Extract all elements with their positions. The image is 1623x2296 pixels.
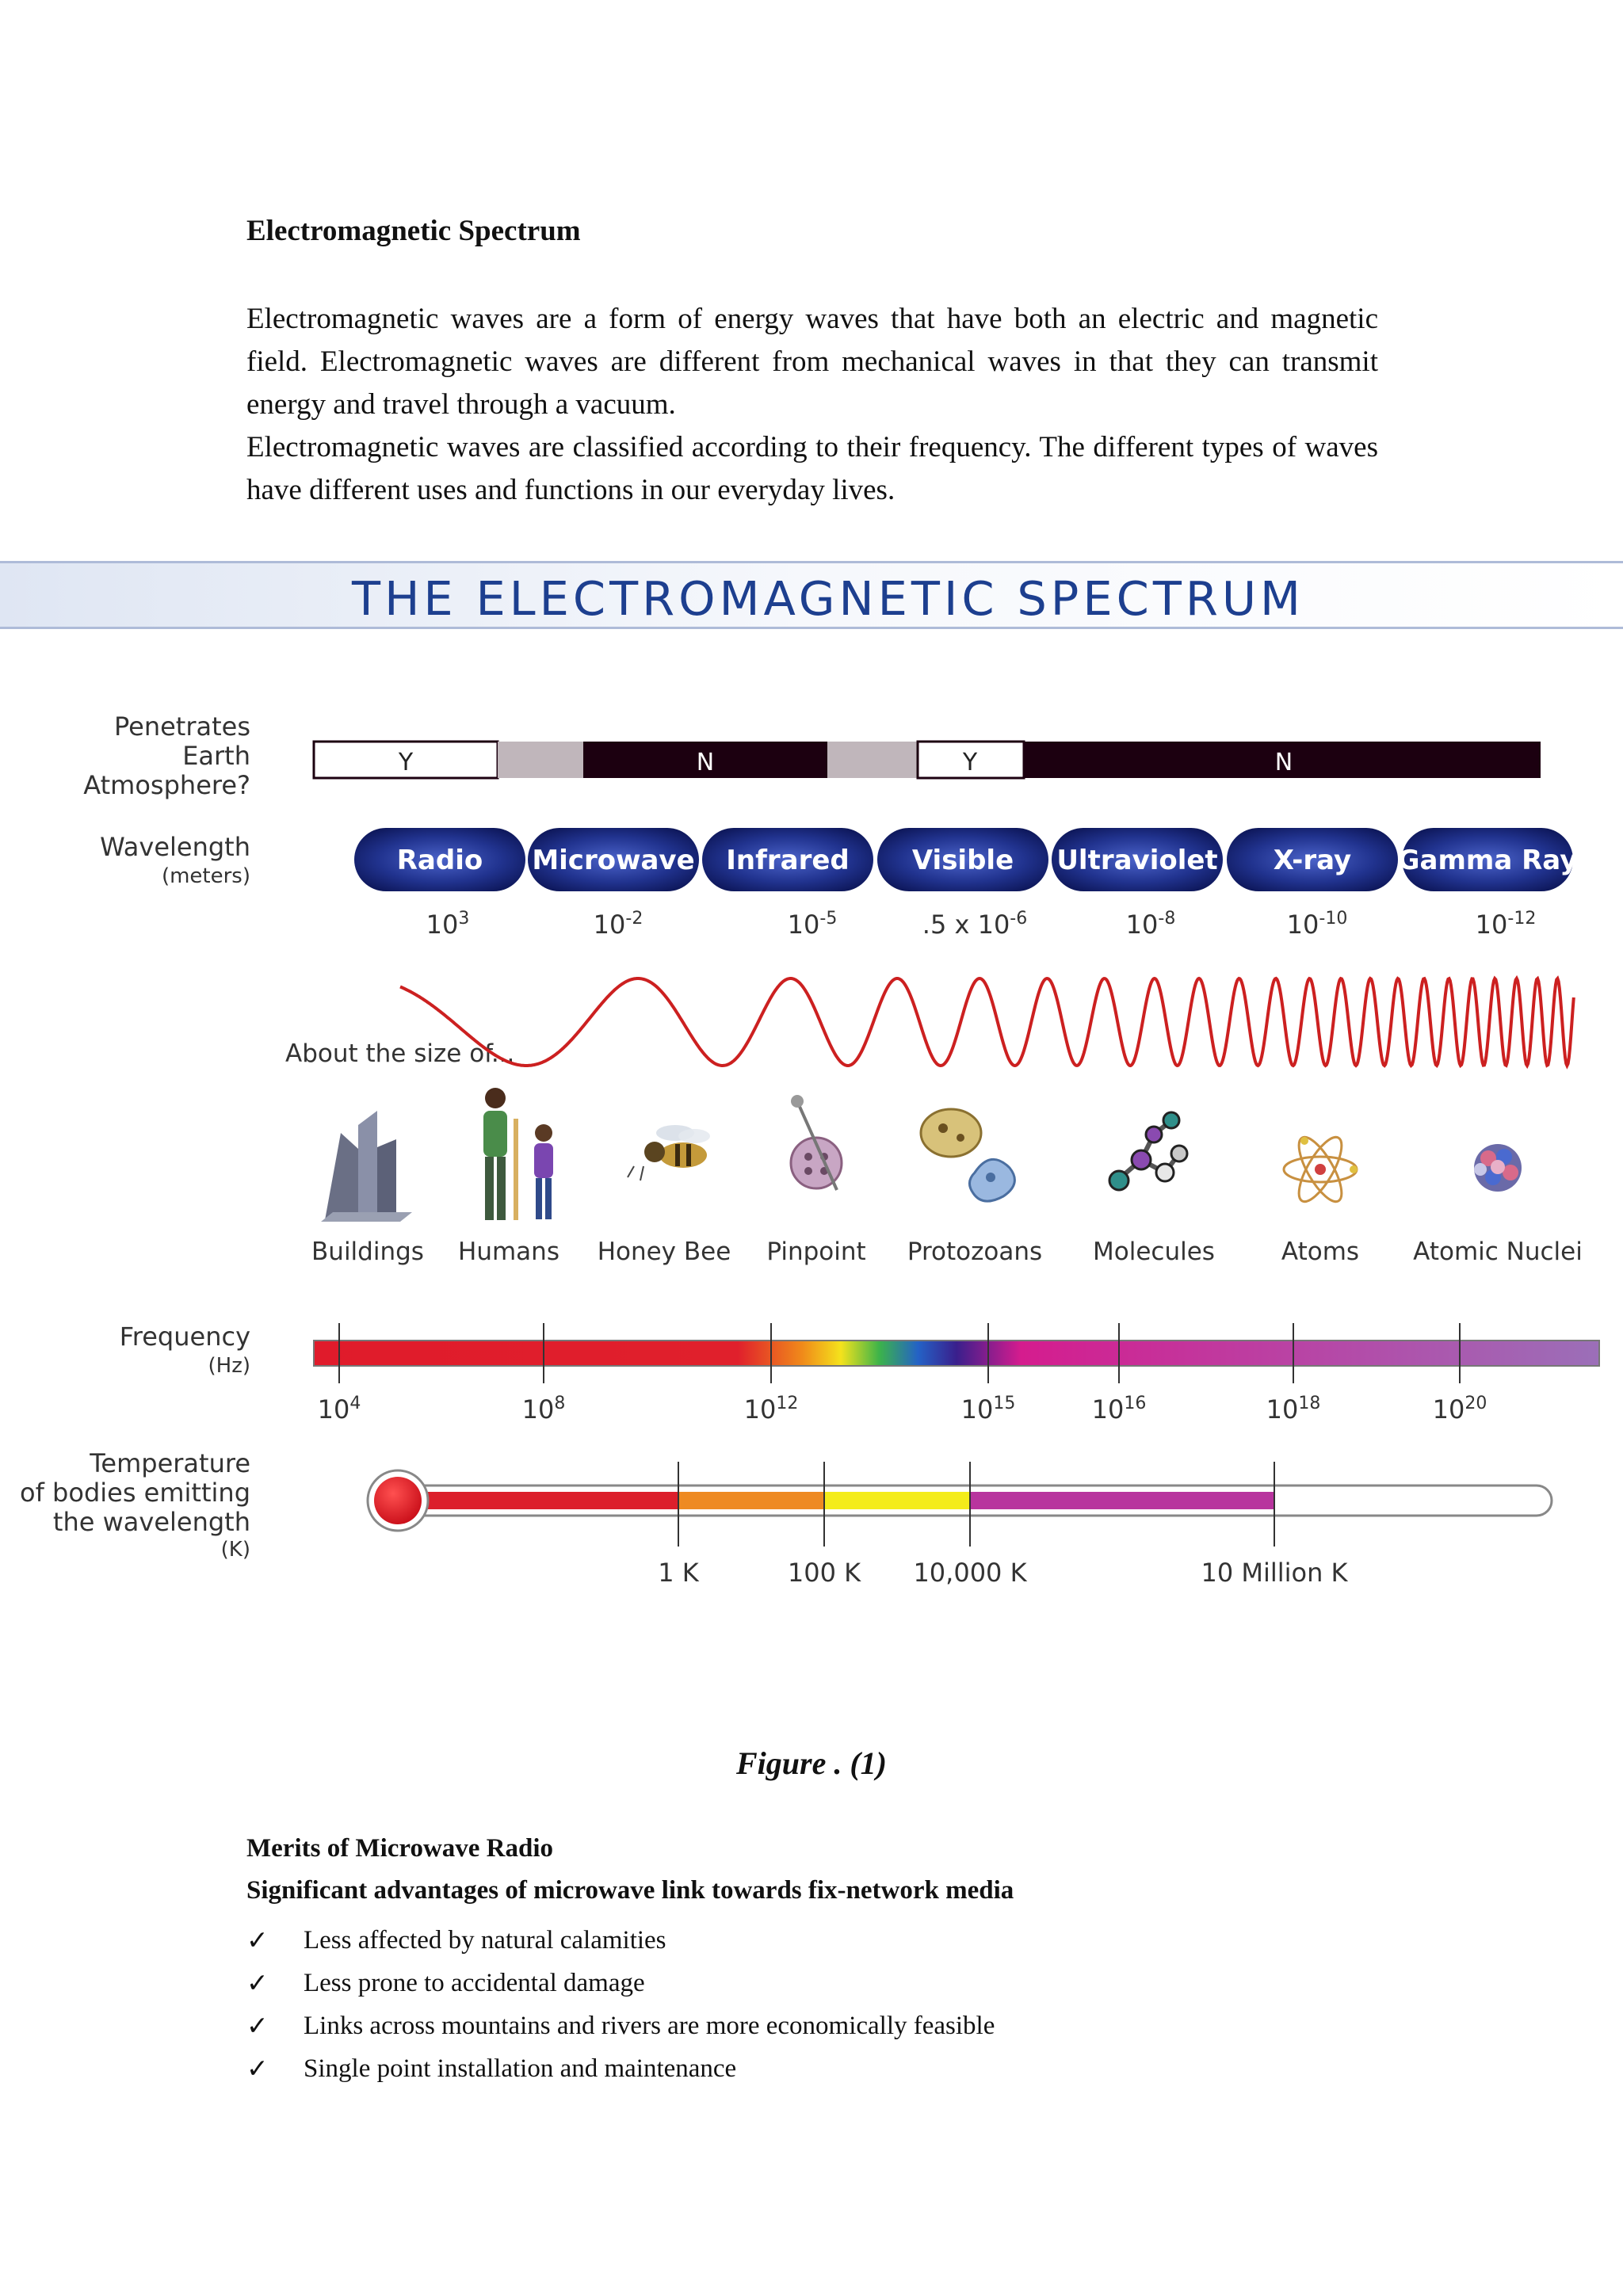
merits-title: Merits of Microwave Radio	[246, 1834, 554, 1863]
wavelength-value-base: 10	[1286, 910, 1319, 940]
band-radio	[354, 828, 525, 891]
temperature-label-line: of bodies emitting	[20, 1478, 250, 1508]
frequency-unit: (Hz)	[208, 1354, 250, 1378]
atmosphere-seg-label: Y	[398, 749, 414, 776]
frequency-label: Frequency	[119, 1322, 250, 1352]
wavelength-value-exponent: -2	[625, 909, 643, 929]
molecules-icon	[1109, 1112, 1187, 1190]
honey-bee-icon	[628, 1125, 710, 1180]
wavelength-value-base: 10	[426, 910, 459, 940]
atmosphere-seg-partial	[827, 742, 918, 778]
wavelength-value	[1287, 909, 1348, 940]
wavelength-value-exponent: -6	[1010, 909, 1028, 929]
wavelength-value	[922, 909, 1027, 940]
section-heading: Electromagnetic Spectrum	[246, 215, 581, 247]
band-label: Microwave	[532, 845, 695, 876]
wavelength-label: Wavelength	[100, 832, 250, 862]
frequency-tick-label-base: 10	[743, 1394, 777, 1425]
frequency-tick-label-exponent: 15	[993, 1394, 1016, 1413]
atmosphere-label-line: Atmosphere?	[83, 770, 250, 800]
wavelength-value-base: 10	[593, 910, 626, 940]
object-label: Pinpoint	[766, 1238, 866, 1266]
band-x-ray	[1227, 828, 1398, 891]
em-spectrum-figure	[0, 547, 1623, 1640]
frequency-tick-label-base: 10	[521, 1394, 555, 1425]
buildings-icon	[321, 1111, 412, 1222]
band-gamma-ray	[1398, 828, 1578, 891]
frequency-tick-label-exponent: 16	[1124, 1394, 1147, 1413]
size-icons	[321, 1088, 1522, 1222]
object-label: Humans	[458, 1238, 559, 1266]
frequency-tick-label	[318, 1394, 361, 1425]
pinpoint-icon	[791, 1095, 842, 1190]
frequency-tick-label	[1433, 1394, 1487, 1425]
frequency-bar	[314, 1341, 1599, 1366]
figure-caption: Figure . (1)	[736, 1745, 887, 1781]
wavelength-value-exponent: -8	[1158, 909, 1176, 929]
atmosphere-bar	[314, 742, 1541, 778]
band-label: X-ray	[1273, 845, 1352, 876]
list-item-text: Less affected by natural calamities	[304, 1926, 666, 1955]
list-item	[246, 2047, 995, 2090]
frequency-tick-label-base: 10	[960, 1394, 994, 1425]
wavelength-value-base: 10	[1125, 910, 1159, 940]
atomic-nuclei-icon	[1474, 1144, 1522, 1192]
object-labels	[311, 1238, 1583, 1266]
temperature-unit: (K)	[220, 1538, 250, 1562]
humans-icon	[483, 1088, 553, 1220]
list-item	[246, 2004, 995, 2047]
classification-paragraph: Electromagnetic waves are classified according to their frequency. The different types of waves have different uses and functions in our everyday lives.	[246, 431, 1378, 506]
object-label: Atomic Nuclei	[1413, 1238, 1583, 1266]
temperature-tick-label: 1 K	[658, 1558, 699, 1588]
list-item-text: Links across mountains and rivers are more economically feasible	[304, 2012, 995, 2040]
atmosphere-label-line: Earth	[182, 741, 250, 771]
wavelength-value-base: 10	[1475, 910, 1508, 940]
object-label: Protozoans	[907, 1238, 1043, 1266]
frequency-tick-label	[522, 1394, 566, 1425]
frequency-ticks	[318, 1323, 1487, 1425]
wavelength-value	[1126, 909, 1176, 940]
temperature-label-line: the wavelength	[52, 1507, 250, 1537]
band-visible	[877, 828, 1048, 891]
band-label: Radio	[396, 845, 483, 876]
frequency-tick-label	[1092, 1394, 1147, 1425]
atmosphere-seg-partial	[498, 742, 583, 778]
frequency-tick-label-exponent: 18	[1298, 1394, 1321, 1413]
band-label: Visible	[911, 845, 1014, 876]
frequency-tick-label-exponent: 4	[349, 1394, 361, 1413]
atmosphere-seg-label: N	[696, 749, 715, 776]
wavelength-value-exponent: 3	[458, 909, 470, 929]
temperature-tick-label: 10,000 K	[913, 1558, 1027, 1588]
wavelength-value	[594, 909, 643, 940]
object-label: Atoms	[1281, 1238, 1360, 1266]
list-item-text: Single point installation and maintenance	[304, 2054, 737, 2083]
band-microwave	[528, 828, 699, 891]
merits-subtitle: Significant advantages of microwave link towards fix-network media	[246, 1876, 1014, 1905]
protozoans-icon	[921, 1109, 1014, 1201]
wavelength-bands	[354, 828, 1577, 891]
list-item	[246, 1962, 995, 2004]
atmosphere-seg-label: N	[1274, 749, 1293, 776]
wavelength-value	[788, 909, 838, 940]
wavelength-unit: (meters)	[161, 864, 250, 888]
band-label: Infrared	[726, 845, 850, 876]
object-label: Molecules	[1093, 1238, 1215, 1266]
frequency-tick-label	[744, 1394, 799, 1425]
wave-line	[400, 978, 1574, 1066]
merits-list	[246, 1919, 995, 2090]
wavelength-value-exponent: -10	[1319, 909, 1348, 929]
temperature-tick-label: 100 K	[787, 1558, 861, 1588]
size-label: About the size of...	[285, 1039, 515, 1068]
frequency-tick-label	[1266, 1394, 1321, 1425]
temperature-label-line: Temperature	[90, 1448, 250, 1478]
frequency-tick-label-base: 10	[1266, 1394, 1299, 1425]
temperature-ticks	[658, 1462, 1348, 1588]
list-item-text: Less prone to accidental damage	[304, 1969, 645, 1997]
band-label: Ultraviolet	[1056, 845, 1218, 876]
wavelength-value-base: .5 x 10	[922, 910, 1010, 940]
list-item	[246, 1919, 995, 1962]
frequency-tick-label-exponent: 12	[776, 1394, 799, 1413]
check-icon: ✓	[246, 2010, 269, 2041]
wavelength-value-base: 10	[787, 910, 820, 940]
band-label: Gamma Ray	[1397, 845, 1578, 876]
frequency-tick-label-base: 10	[1432, 1394, 1465, 1425]
atmosphere-label	[83, 711, 250, 800]
wavelength-value-exponent: -5	[819, 909, 838, 929]
object-label: Buildings	[311, 1238, 424, 1266]
atoms-icon	[1284, 1131, 1358, 1207]
frequency-tick-label-base: 10	[1091, 1394, 1125, 1425]
temperature-tick-label: 10 Million K	[1201, 1558, 1348, 1588]
band-infrared	[702, 828, 873, 891]
check-icon: ✓	[246, 1924, 269, 1955]
wavelength-value	[426, 909, 470, 940]
wavelength-value-exponent: -12	[1507, 909, 1537, 929]
band-ultraviolet	[1052, 828, 1223, 891]
frequency-tick-label	[961, 1394, 1016, 1425]
thermometer	[368, 1470, 1552, 1531]
intro-paragraph: Electromagnetic waves are a form of energy waves that have both an electric and magnetic field. Electromagnetic waves are different from mechanical waves in that they can transmit energy and travel through a vacuum.	[246, 303, 1378, 421]
frequency-tick-label-base: 10	[317, 1394, 350, 1425]
figure-title: THE ELECTROMAGNETIC SPECTRUM	[352, 571, 1304, 626]
temperature-label	[20, 1448, 250, 1562]
wavelength-value	[1476, 909, 1537, 940]
atmosphere-label-line: Penetrates	[113, 711, 250, 742]
check-icon: ✓	[246, 1967, 269, 1998]
check-icon: ✓	[246, 2053, 269, 2084]
atmosphere-seg-label: Y	[962, 749, 978, 776]
wavelength-values	[426, 909, 1537, 940]
object-label: Honey Bee	[597, 1238, 731, 1266]
frequency-tick-label-exponent: 20	[1465, 1394, 1487, 1413]
frequency-tick-label-exponent: 8	[554, 1394, 566, 1413]
